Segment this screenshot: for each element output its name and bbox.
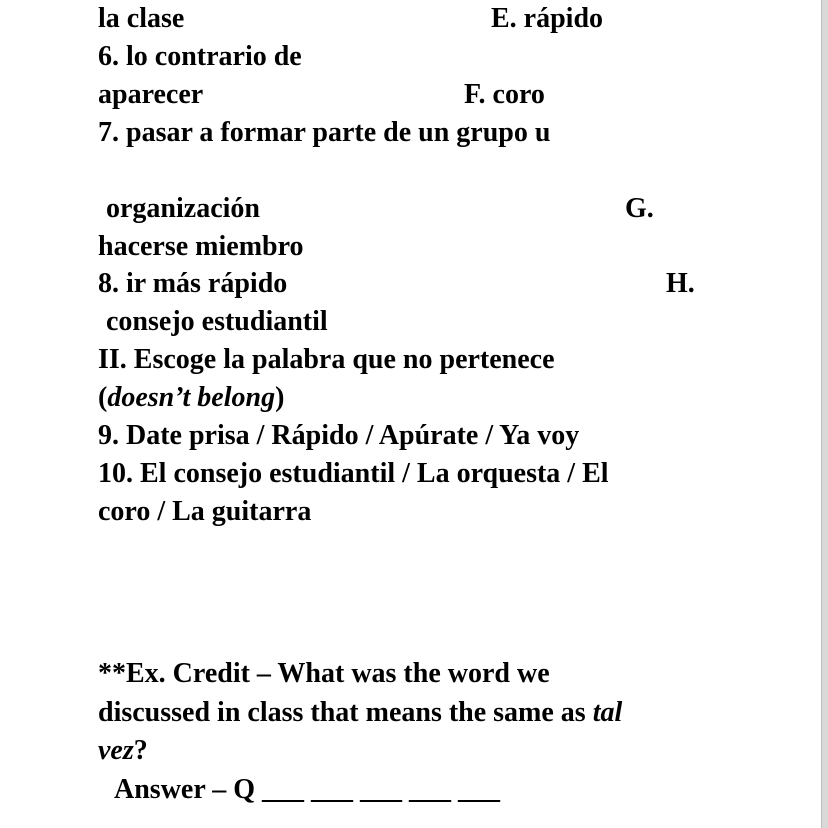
paren-open: ( [98,382,108,413]
extra-credit-question-continued [98,699,622,727]
item-7-continued: organización [106,193,260,224]
item-6: 6. lo contrario de [98,41,302,72]
tal-italic: tal [592,697,623,728]
option-h: consejo estudiantil [106,306,328,337]
extra-credit-question: **Ex. Credit – What was the word we [98,658,550,689]
scrollbar-edge[interactable] [821,0,828,828]
item-6-continued: aparecer [98,79,204,110]
vez-italic: vez [98,735,134,766]
answer-line[interactable]: Answer – Q ___ ___ ___ ___ ___ [114,774,501,805]
item-10-continued: coro / La guitarra [98,496,312,527]
doesnt-belong-text: doesn’t belong [107,382,276,413]
item-9: 9. Date prisa / Rápido / Apúrate / Ya voy [98,420,580,451]
extra-credit-question-end [98,737,148,765]
paren-close: ) [275,382,285,413]
item-7: 7. pasar a formar parte de un grupo u [98,117,551,148]
section-ii-heading-continued [98,384,284,412]
item-10: 10. El consejo estudiantil / La orquesta / El [98,458,609,489]
option-e: E. rápido [491,3,604,34]
option-h-label: H. [666,268,695,299]
extra-credit-text: discussed in class that means the same as [98,697,593,728]
option-f: F. coro [464,79,545,110]
option-g-label: G. [625,193,654,224]
question-mark: ? [133,735,148,766]
section-ii-heading: II. Escoge la palabra que no pertenece [98,344,555,375]
item-5-continued: la clase [98,3,185,34]
option-g: hacerse miembro [98,231,304,262]
item-8: 8. ir más rápido [98,268,288,299]
